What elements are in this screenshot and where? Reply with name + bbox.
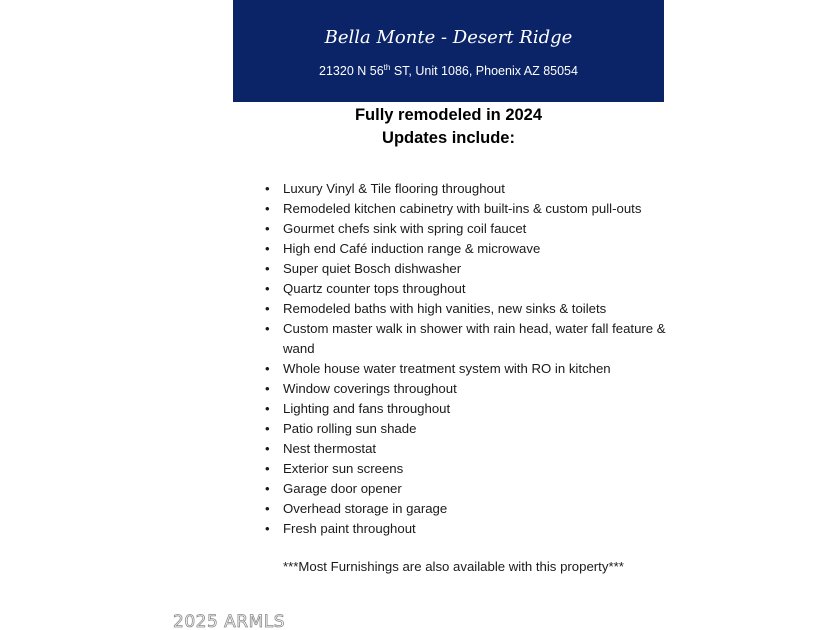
list-item	[265, 259, 685, 279]
bullet-icon: •	[265, 521, 270, 536]
bullet-icon: •	[265, 301, 270, 316]
remodel-heading: Fully remodeled in 2024	[354, 106, 543, 124]
list-item-text: High end Café induction range & microwave	[283, 241, 541, 256]
bullet-icon: •	[265, 381, 270, 396]
list-item-text: Custom master walk in shower with rain head, water fall feature & wand	[283, 321, 666, 356]
list-item-text: Fresh paint throughout	[283, 521, 416, 536]
list-item-text: Nest thermostat	[283, 441, 377, 456]
list-item-text: Whole house water treatment system with RO in kitchen	[283, 361, 611, 376]
list-item	[265, 499, 685, 519]
address-rest: ST, Unit 1086, Phoenix AZ 85054	[390, 64, 578, 78]
bullet-icon: •	[265, 221, 270, 236]
bullet-icon: •	[265, 261, 270, 276]
list-item-text: Window coverings throughout	[283, 381, 457, 396]
list-item-text: Exterior sun screens	[283, 461, 404, 476]
property-address	[233, 63, 664, 79]
list-item-text: Garage door opener	[283, 481, 402, 496]
list-item-text: Remodeled kitchen cabinetry with built-ins & custom pull-outs	[283, 201, 642, 216]
bullet-icon: •	[265, 361, 270, 376]
list-item-text: Overhead storage in garage	[283, 501, 448, 516]
address-ordinal-suffix: th	[383, 62, 391, 72]
bullet-icon: •	[265, 441, 270, 456]
list-item-text: Luxury Vinyl & Tile flooring throughout	[283, 181, 505, 196]
list-item	[265, 299, 685, 319]
list-item-text: Super quiet Bosch dishwasher	[283, 261, 462, 276]
updates-list	[265, 179, 685, 539]
list-item-text: Remodeled baths with high vanities, new sinks & toilets	[283, 301, 607, 316]
list-item	[265, 379, 685, 399]
list-item-text: Lighting and fans throughout	[283, 401, 451, 416]
bullet-icon: •	[265, 401, 270, 416]
bullet-icon: •	[265, 281, 270, 296]
updates-heading: Updates include:	[382, 129, 515, 147]
property-name: Bella Monte - Desert Ridge	[324, 27, 573, 48]
list-item	[265, 419, 685, 439]
list-item	[265, 459, 685, 479]
furnishings-note: ***Most Furnishings are also available with this property***	[283, 559, 624, 574]
list-item-text: Quartz counter tops throughout	[283, 281, 466, 296]
list-item	[265, 239, 685, 259]
list-item	[265, 519, 685, 539]
header-banner	[233, 0, 664, 102]
list-item	[265, 319, 685, 359]
list-item	[265, 279, 685, 299]
copyright-watermark: 2025 ARMLS	[173, 612, 286, 630]
list-item	[265, 479, 685, 499]
bullet-icon: •	[265, 201, 270, 216]
bullet-icon: •	[265, 501, 270, 516]
list-item	[265, 179, 685, 199]
list-item-text: Patio rolling sun shade	[283, 421, 417, 436]
bullet-icon: •	[265, 241, 270, 256]
address-street-number: 21320 N 56	[319, 64, 384, 78]
bullet-icon: •	[265, 421, 270, 436]
list-item	[265, 359, 685, 379]
list-item	[265, 219, 685, 239]
bullet-icon: •	[265, 181, 270, 196]
list-item	[265, 399, 685, 419]
bullet-icon: •	[265, 481, 270, 496]
list-item	[265, 199, 685, 219]
list-item-text: Gourmet chefs sink with spring coil faucet	[283, 221, 527, 236]
bullet-icon: •	[265, 321, 270, 336]
list-item	[265, 439, 685, 459]
bullet-icon: •	[265, 461, 270, 476]
